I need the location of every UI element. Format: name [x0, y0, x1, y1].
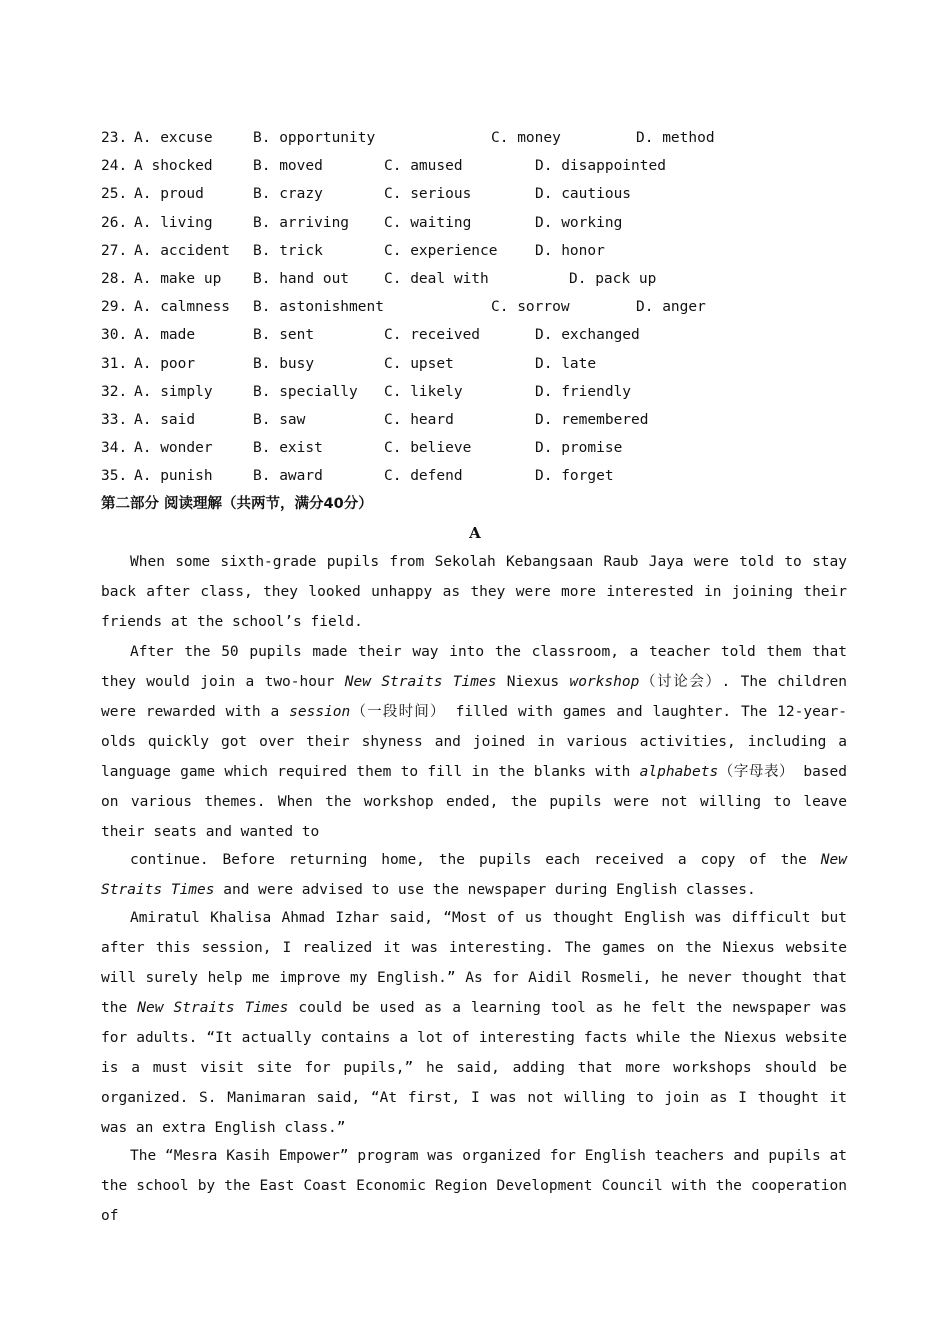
option-a: A. excuse — [134, 130, 213, 146]
option-d: D. cautious — [535, 186, 632, 203]
question-row — [101, 378, 861, 406]
option-b: B. moved — [253, 158, 323, 175]
option-c: C. received — [384, 327, 481, 344]
paragraph-1: When some sixth-grade pupils from Sekolah Kebangsaan Raub Jaya were told to stay back after class, they looked unhappy as they were more interested in joining their friends at the school’s field. — [101, 554, 847, 630]
option-a: A. calmness — [134, 299, 231, 316]
question-number: 28. — [101, 270, 128, 287]
question-row — [101, 265, 861, 293]
question-number: 29. — [101, 299, 128, 316]
option-d: D. working — [535, 214, 623, 231]
newspaper-title: New Straits Times — [137, 1000, 289, 1016]
option-a: A shocked — [134, 158, 213, 175]
question-row — [101, 321, 861, 349]
option-c: C. amused — [384, 158, 463, 175]
text-run: and were advised to use the newspaper during English classes. — [214, 882, 756, 898]
option-c: C. heard — [384, 411, 454, 428]
option-d: D. promise — [535, 440, 623, 457]
option-a: A. punish — [134, 468, 213, 485]
question-row — [101, 152, 861, 180]
text-run: After the 50 pupils made their way into the classroom, a teacher told them that they would join a two-hour — [101, 644, 847, 690]
question-row — [101, 406, 861, 434]
option-b: B. award — [253, 468, 323, 485]
question-row — [101, 180, 861, 208]
option-b: B. saw — [253, 411, 306, 428]
option-c: C. waiting — [384, 214, 472, 231]
cloze-options-list — [101, 124, 861, 490]
option-c: C. serious — [384, 186, 472, 203]
option-d: D. method — [636, 130, 715, 146]
paragraph-4 — [101, 903, 847, 1143]
text-run: could be used as a learning tool as he felt the newspaper was for adults. “It actually contains a lot of interesting facts while the Niexus website is a must visit site for pupils,” he said, adding that more workshops should be organized. S. Manimaran said, “At first, I was not willing to join as I thought it was an extra English class.” — [101, 1000, 848, 1136]
reading-passage — [101, 547, 847, 1231]
option-d: D. friendly — [535, 383, 632, 400]
text-run: （讨论会）. The children were rewarded with a — [101, 674, 848, 720]
option-b: B. arriving — [253, 214, 350, 231]
question-row — [101, 462, 861, 490]
option-b: B. astonishment — [253, 299, 384, 316]
option-c: C. upset — [384, 355, 454, 372]
question-number: 30. — [101, 327, 128, 344]
question-number: 27. — [101, 242, 128, 259]
newspaper-title: New Straits Times — [101, 852, 847, 898]
question-number: 26. — [101, 214, 128, 231]
option-a: A. simply — [134, 383, 213, 400]
option-c: C. believe — [384, 440, 472, 457]
question-row — [101, 209, 861, 237]
option-b: B. opportunity — [253, 130, 376, 146]
option-d: D. honor — [535, 242, 605, 259]
question-number: 34. — [101, 440, 128, 457]
option-c: C. deal with — [384, 270, 489, 287]
vocab-term: session — [289, 704, 351, 720]
text-run: （字母表） based on various themes. When the workshop ended, the pupils were not willing to leave their seats and wanted to — [101, 764, 847, 840]
option-a: A. living — [134, 214, 213, 231]
question-row — [101, 434, 861, 462]
option-a: A. make up — [134, 270, 222, 287]
question-number: 35. — [101, 468, 128, 485]
option-b: B. exist — [253, 440, 323, 457]
option-b: B. crazy — [253, 186, 323, 203]
vocab-term: workshop — [569, 674, 640, 690]
question-number: 23. — [101, 130, 128, 146]
text-run: continue. Before returning home, the pupils each received a copy of the — [130, 852, 821, 868]
question-number: 31. — [101, 355, 128, 372]
option-a: A. accident — [134, 242, 231, 259]
option-d: D. disappointed — [535, 158, 666, 175]
option-b: B. trick — [253, 242, 323, 259]
option-b: B. sent — [253, 327, 315, 344]
text-run: Niexus — [496, 674, 570, 690]
paragraph-2 — [101, 637, 847, 847]
question-row — [101, 350, 861, 378]
option-d: D. anger — [636, 299, 706, 316]
passage-letter: A — [469, 524, 481, 542]
paragraph-3 — [101, 845, 847, 905]
paragraph-5: The “Mesra Kasih Empower” program was organized for English teachers and pupils at the school by the East Coast Economic Region Development Council with the cooperation of — [101, 1148, 847, 1224]
option-a: A. wonder — [134, 440, 213, 457]
option-c: C. defend — [384, 468, 463, 485]
option-c: C. money — [491, 130, 561, 146]
option-c: C. experience — [384, 242, 498, 259]
option-b: B. specially — [253, 383, 358, 400]
question-row — [101, 124, 861, 152]
text-run: （一段时间） filled with games and laughter. The 12-year-olds quickly got over their shyness and joined in various activities, including a language game which required them to fill in the blanks with — [101, 704, 847, 780]
question-number: 24. — [101, 158, 128, 175]
question-row — [101, 293, 861, 321]
option-d: D. late — [535, 355, 597, 372]
option-d: D. pack up — [569, 270, 657, 287]
option-c: C. likely — [384, 383, 463, 400]
option-b: B. busy — [253, 355, 315, 372]
option-b: B. hand out — [253, 270, 350, 287]
option-a: A. poor — [134, 355, 196, 372]
option-d: D. exchanged — [535, 327, 640, 344]
option-a: A. made — [134, 327, 196, 344]
section-title: 第二部分 阅读理解（共两节，满分40分） — [101, 496, 373, 512]
vocab-term: alphabets — [639, 764, 719, 780]
option-d: D. forget — [535, 468, 614, 485]
question-number: 33. — [101, 411, 128, 428]
option-a: A. said — [134, 411, 196, 428]
text-run: Amiratul Khalisa Ahmad Izhar said, “Most of us thought English was difficult but after this session, I realized it was interesting. The games on the Niexus website will surely help me improve my English.” As for Aidil Rosmeli, he never thought that the — [101, 910, 847, 1016]
option-a: A. proud — [134, 186, 204, 203]
question-number: 32. — [101, 383, 128, 400]
option-c: C. sorrow — [491, 299, 570, 316]
question-row — [101, 237, 861, 265]
newspaper-title: New Straits Times — [344, 674, 497, 690]
option-d: D. remembered — [535, 411, 649, 428]
question-number: 25. — [101, 186, 128, 203]
